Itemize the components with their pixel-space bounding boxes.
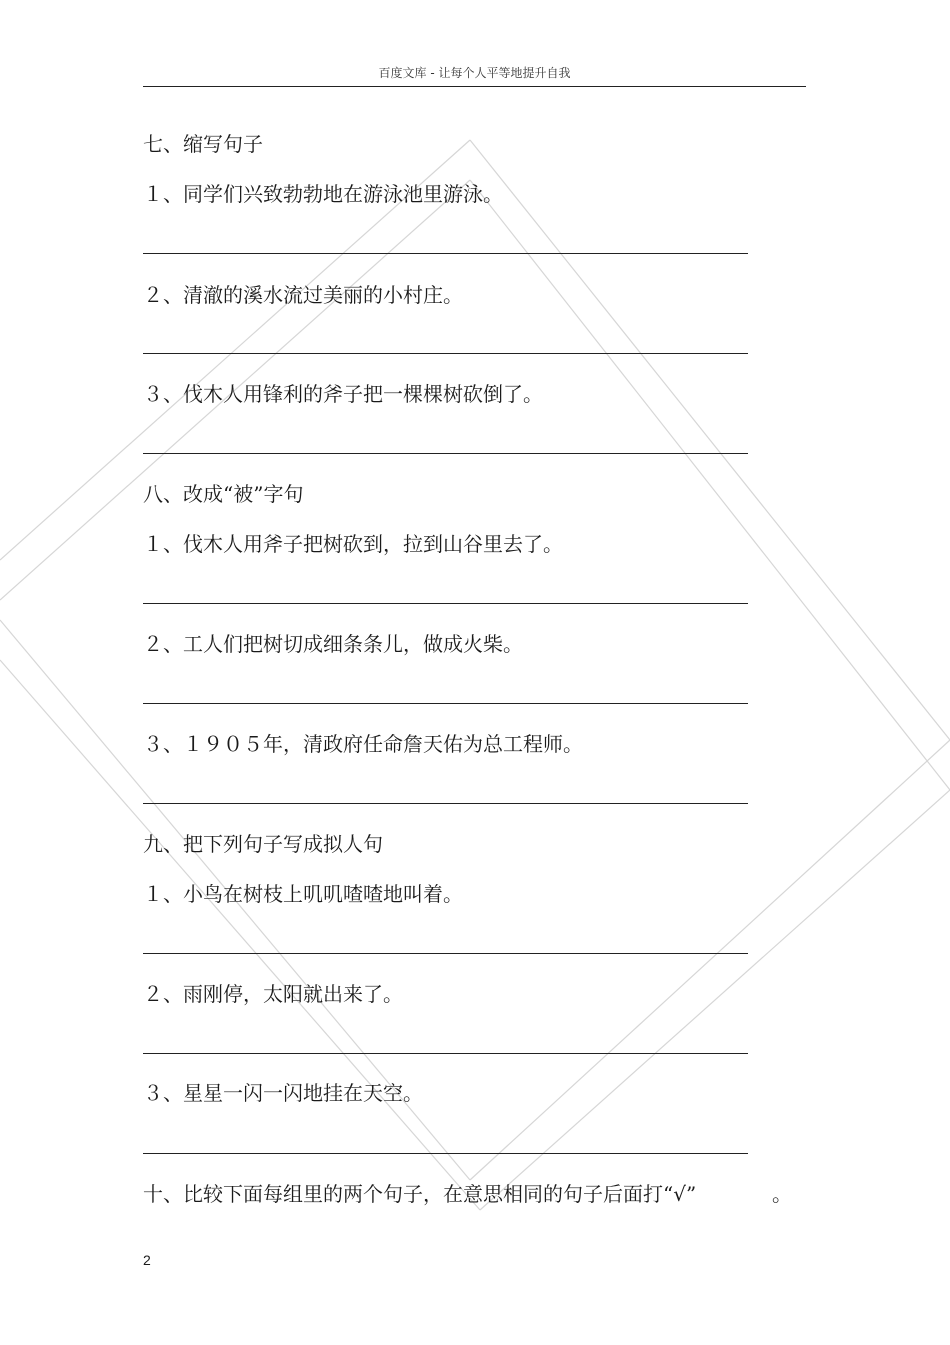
question-text: ２、雨刚停，太阳就出来了。 [143,982,403,1006]
answer-line[interactable] [143,803,748,804]
question-text: ３、１９０５年，清政府任命詹天佑为总工程师。 [143,732,583,756]
section-title: 九、把下列句子写成拟人句 [143,832,383,856]
question-text: １、小鸟在树枝上叽叽喳喳地叫着。 [143,882,463,906]
question-text: ２、清澈的溪水流过美丽的小村庄。 [143,283,463,307]
answer-line[interactable] [143,603,748,604]
answer-line[interactable] [143,253,748,254]
page-number: 2 [143,1252,151,1268]
answer-line[interactable] [143,453,748,454]
question-text: ３、伐木人用锋利的斧子把一棵棵树砍倒了。 [143,382,543,406]
section-title: 七、缩写句子 [143,132,263,156]
question-text: ２、工人们把树切成细条条儿，做成火柴。 [143,632,523,656]
question-text: ３、星星一闪一闪地挂在天空。 [143,1081,423,1105]
answer-line[interactable] [143,953,748,954]
answer-line[interactable] [143,1153,748,1154]
question-text: １、同学们兴致勃勃地在游泳池里游泳。 [143,182,503,206]
section-title: 八、改成“被”字句 [143,482,304,506]
header-divider [143,86,806,87]
page-header: 百度文库 - 让每个人平等地提升自我 [378,66,571,80]
answer-line[interactable] [143,353,748,354]
answer-line[interactable] [143,1053,748,1054]
question-text: １、伐木人用斧子把树砍到，拉到山谷里去了。 [143,532,563,556]
answer-line[interactable] [143,703,748,704]
section-title-end: 。 [772,1182,792,1206]
section-title: 十、比较下面每组里的两个句子，在意思相同的句子后面打“√” [143,1182,697,1206]
